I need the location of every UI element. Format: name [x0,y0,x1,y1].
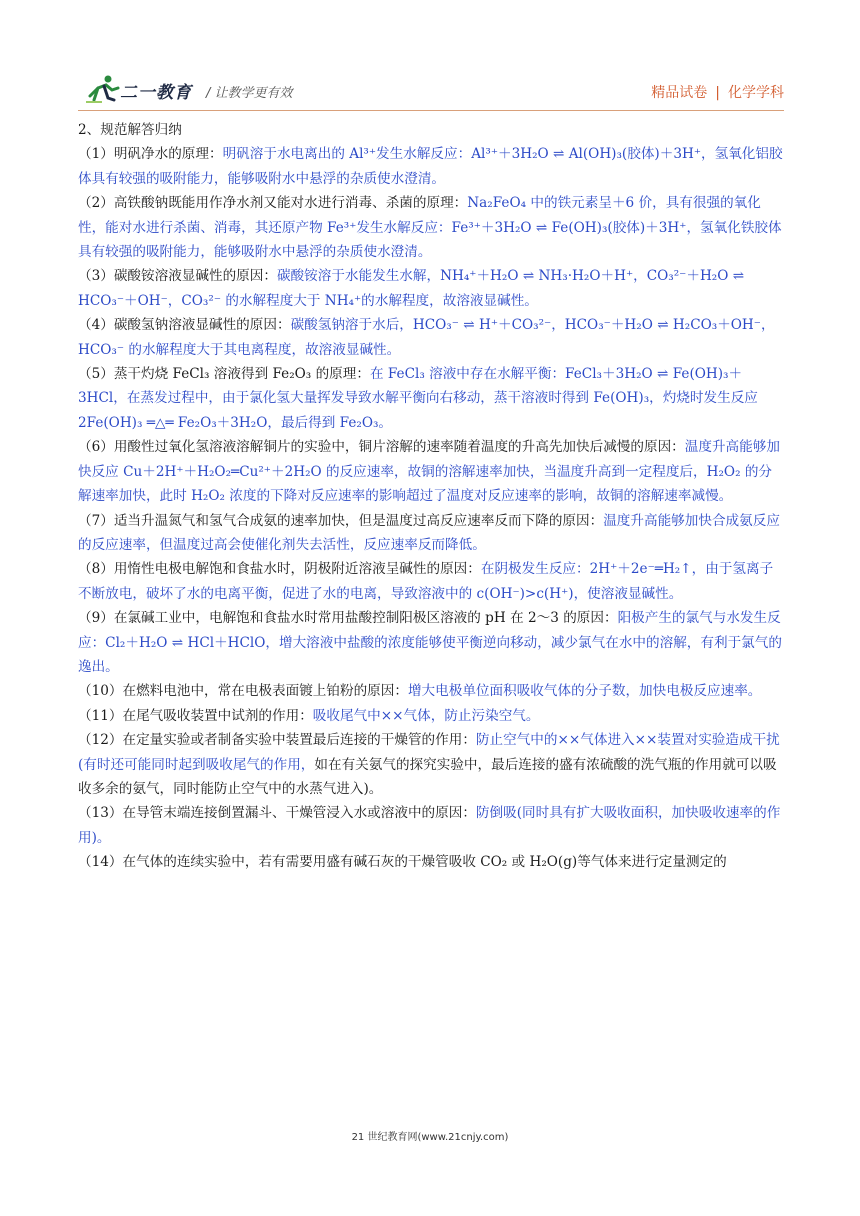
item-answer: 吸收尾气中××气体，防止污染空气。 [312,707,540,724]
list-item [78,264,784,313]
list-item [78,801,784,850]
list-item [78,850,784,874]
item-question: （3）碳酸铵溶液显碱性的原因： [78,268,277,285]
list-item [78,704,784,728]
item-question: （1）明矾净水的原理： [78,146,223,163]
list-item [78,362,784,435]
item-answer: 碳酸氢钠溶于水后，HCO₃⁻ ⇌ H⁺＋CO₃²⁻，HCO₃⁻＋H₂O ⇌ H₂CO₃＋OH⁻，HCO₃⁻ 的水解程度大于其电离程度，故溶液显碱性。 [78,317,775,358]
item-question: （5）蒸干灼烧 FeCl₃ 溶液得到 Fe₂O₃ 的原理： [78,366,370,383]
item-question: （6）用酸性过氧化氢溶液溶解铜片的实验中，铜片溶解的速率随着温度的升高先加快后减慢的原因： [78,439,685,456]
list-item [78,606,784,679]
item-question: （7）适当升温氮气和氢气合成氨的速率加快，但是温度过高反应速率反而下降的原因： [78,512,604,529]
header-label-paper: 精品试卷 [651,85,708,101]
item-answer: 防止空气中的××气体进入××装置对实验造成干扰(有时还可能同时起到吸收尾气的作用， [78,732,780,773]
list-item [78,313,784,362]
item-answer: 明矾溶于水电离出的 Al³⁺发生水解反应：Al³⁺＋3H₂O ⇌ Al(OH)₃(胶体)＋3H⁺，氢氧化铝胶体具有较强的吸附能力，能够吸附水中悬浮的杂质使水澄清。 [78,146,783,187]
item-question: （13）在导管末端连接倒置漏斗、干燥管浸入水或溶液中的原因： [78,805,476,822]
item-question: （9）在氯碱工业中，电解饱和食盐水时常用盐酸控制阳极区溶液的 pH 在 2～3 的原因： [78,610,618,627]
item-note: 如在有关氨气的探究实验中，最后连接的盛有浓硫酸的洗气瓶的作用就可以吸收多余的氨气，同时能防止空气中的水蒸气进入)。 [78,756,777,797]
list-item [78,728,784,801]
item-question: （11）在尾气吸收装置中试剂的作用： [78,707,313,724]
item-answer: 在阴极发生反应：2H⁺＋2e⁻═H₂↑，由于氢离子不断放电，破坏了水的电离平衡，促进了水的电离，导致溶液中的 c(OH⁻)>c(H⁺)，使溶液显碱性。 [78,561,774,602]
list-item [78,509,784,558]
item-answer: Na₂FeO₄ 中的铁元素呈＋6 价，具有很强的氧化性，能对水进行杀菌、消毒，其还原产物 Fe³⁺发生水解反应：Fe³⁺＋3H₂O ⇌ Fe(OH)₃(胶体)＋3H⁺，氢氧化铁胶体具有较强的吸附能力，能够吸附水中悬浮的杂质使水澄清。 [78,195,782,261]
slogan: / 让教学更有效 [206,86,293,101]
item-question: （12）在定量实验或者制备实验中装置最后连接的干燥管的作用： [78,732,476,749]
item-question: （2）高铁酸钠既能用作净水剂又能对水进行消毒、杀菌的原理： [78,195,468,212]
item-answer: 碳酸铵溶于水能发生水解，NH₄⁺＋H₂O ⇌ NH₃·H₂O＋H⁺，CO₃²⁻＋H₂O ⇌ HCO₃⁻＋OH⁻，CO₃²⁻ 的水解程度大于 NH₄⁺的水解程度，故溶液显碱性。 [78,268,745,309]
item-answer: 防倒吸(同时具有扩大吸收面积，加快吸收速率的作用)。 [78,805,781,846]
header-label-subject: 化学学科 [728,85,784,101]
item-answer: 阳极产生的氯气与水发生反应：Cl₂＋H₂O ⇌ HCl＋HClO，增大溶液中盐酸的浓度能够使平衡逆向移动，减少氯气在水中的溶解，有利于氯气的逸出。 [78,610,782,675]
header-right [651,82,784,102]
item-answer: 增大电极单位面积吸收气体的分子数，加快电极反应速率。 [407,683,762,700]
page-footer: 21 世纪教育网(www.21cnjy.com) [351,1132,509,1143]
runner-logo-icon [82,74,122,104]
item-question: （14）在气体的连续实验中，若有需要用盛有碱石灰的干燥管吸收 CO₂ 或 H₂O(g)等气体来进行定量测定的 [78,854,727,871]
item-question: （10）在燃料电池中，常在电极表面镀上铂粉的原因： [78,683,408,700]
section-title: 2、规范解答归纳 [78,122,182,138]
item-question: （8）用惰性电极电解饱和食盐水时，阴极附近溶液呈碱性的原因： [78,561,481,578]
page-header [78,72,784,108]
document-body [78,118,784,875]
item-question: （4）碳酸氢钠溶液显碱性的原因： [78,317,291,334]
item-answer: 温度升高能够加快反应 Cu＋2H⁺＋H₂O₂═Cu²⁺＋2H₂O 的反应速率，故铜的溶解速率加快，当温度升高到一定程度后，H₂O₂ 的分解速率加快，此时 H₂O₂ 浓度的下降对反应速率的影响超过了温度对反应速率的影响，故铜的溶解速率减慢。 [78,439,780,505]
list-item [78,557,784,606]
list-item [78,679,784,703]
item-answer: 在 FeCl₃ 溶液中存在水解平衡：FeCl₃＋3H₂O ⇌ Fe(OH)₃＋3HCl，在蒸发过程中，由于氯化氢大量挥发导致水解平衡向右移动，蒸干溶液时得到 Fe(OH)₃，灼烧时发生反应 2Fe(OH)₃ ═△═ Fe₂O₃＋3H₂O，最后得到 Fe₂O₃。 [78,366,758,431]
item-answer: 温度升高能够加快合成氨反应的反应速率，但温度过高会使催化剂失去活性，反应速率反而降低。 [78,512,780,553]
list-item [78,142,784,191]
header-rule [78,110,784,111]
brand-name: 二一教育 [120,83,192,103]
list-item [78,191,784,264]
header-separator: | [715,85,720,101]
list-item [78,435,784,508]
